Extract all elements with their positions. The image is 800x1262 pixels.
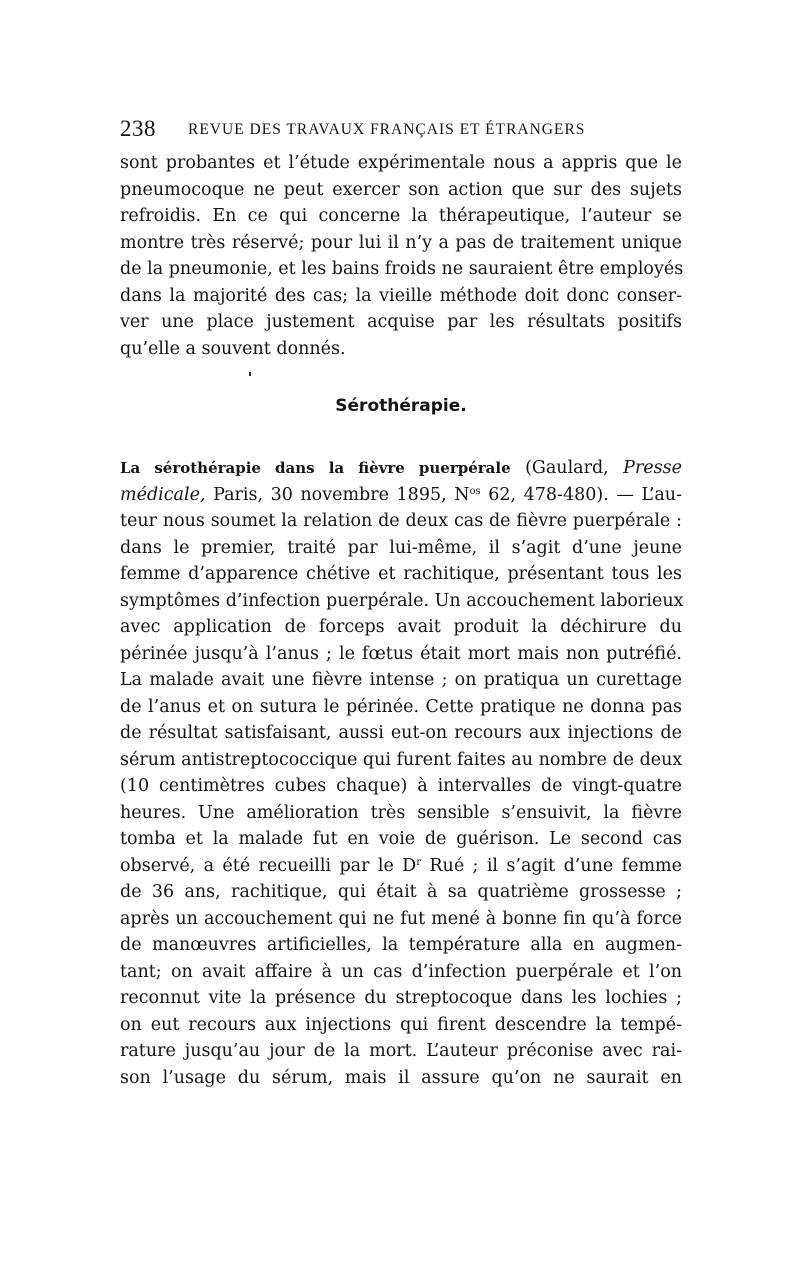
citation-text: Paris, 30 novembre 1895, N [205,484,470,505]
superscript: r [416,856,421,868]
text-line: avec application de forceps avait produit la déchirure du [120,617,682,637]
text-line: sont probantes et l’étude expérimentale nous a appris que le [120,153,682,173]
text-segment: observé, a été recueilli par le D [120,855,417,876]
text-line: rature jusqu’au jour de la mort. L’auteur préconise avec rai- [120,1041,682,1061]
text-line: reconnut vite la présence du streptocoque dans les lochies ; [120,988,682,1008]
text-line: on eut recours aux injections qui firent descendre la tempé- [120,1014,682,1035]
superscript: os [469,485,481,497]
text-line: (10 centimètres cubes chaque) à intervalles de vingt-quatre [120,776,682,796]
text-line: de la pneumonie, et les bains froids ne sauraient être employés [120,259,684,279]
text-line: symptômes d’infection puerpérale. Un accouchement laborieux [120,590,684,611]
ink-speck [249,372,251,376]
text-line: pneumocoque ne peut exercer son action que sur des sujets [120,179,682,200]
text-line: de manœuvres artificielles, la température alla en augmen- [120,935,682,955]
text-line: de 36 ans, rachitique, qui était à sa quatrième grossesse ; [120,882,682,902]
text-line: de résultat satisfaisant, aussi eut-on recours aux injections de [120,723,682,743]
text-line-dr [120,853,682,880]
page-number: 238 [120,116,156,141]
text-line: femme d’apparence chétive et rachitique, présentant tous les [120,564,682,584]
text-line: sérum antistreptococcique qui furent faites au nombre de deux [120,749,683,770]
section-heading: Sérothérapie. [335,396,467,416]
article-title: La sérothérapie dans la fièvre puerpérale [120,459,511,477]
journal-name: Presse [623,458,682,478]
text-line: dans le premier, traité par lui-même, il s’agit d’une jeune [120,537,682,558]
text-line: son l’usage du sérum, mais il assure qu’on ne saurait en [120,1067,682,1088]
text-line: montre très réservé; pour lui il n’y a pas de traitement unique [120,232,682,253]
text-line: refroidis. En ce qui concerne la thérapeutique, l’auteur se [120,206,682,226]
text-line-second [120,482,682,509]
text-line: qu’elle a souvent donnés. [120,338,346,359]
journal-name-cont: médicale, [120,484,206,505]
text-line: de l’anus et on sutura le périnée. Cette pratique ne donna pas [120,696,682,717]
text-line: teur nous soumet la relation de deux cas de fièvre puerpérale : [120,511,682,531]
page-header [120,116,680,146]
text-line: tomba et la malade fut en voie de guérison. Le second cas [120,829,682,849]
text-line: ver une place justement acquise par les résultats positifs [120,312,682,332]
text-line: périnée jusqu’à l’anus ; le fœtus était mort mais non putréfié. [120,643,682,664]
article-paragraph [120,455,682,1091]
citation-text: (Gaulard, [510,458,624,478]
citation-text: 62, 478-480). — L’au- [480,484,682,505]
paragraph-continuation [120,150,682,362]
text-line: heures. Une amélioration très sensible s’ensuivit, la fièvre [120,802,682,823]
text-line: après un accouchement qui ne fut mené à bonne fin qu’à force [120,908,682,929]
text-segment: Rué ; il s’agit d’une femme [421,855,683,876]
text-line: dans la majorité des cas; la vieille méthode doit donc conser- [120,285,682,306]
text-line: La malade avait une fièvre intense ; on pratiqua un curettage [120,670,682,690]
text-line: tant; on avait affaire à un cas d’infection puerpérale et l’on [120,961,682,982]
text-line-first [120,455,682,482]
running-title: REVUE DES TRAVAUX FRANÇAIS ET ÉTRANGERS [188,121,586,138]
